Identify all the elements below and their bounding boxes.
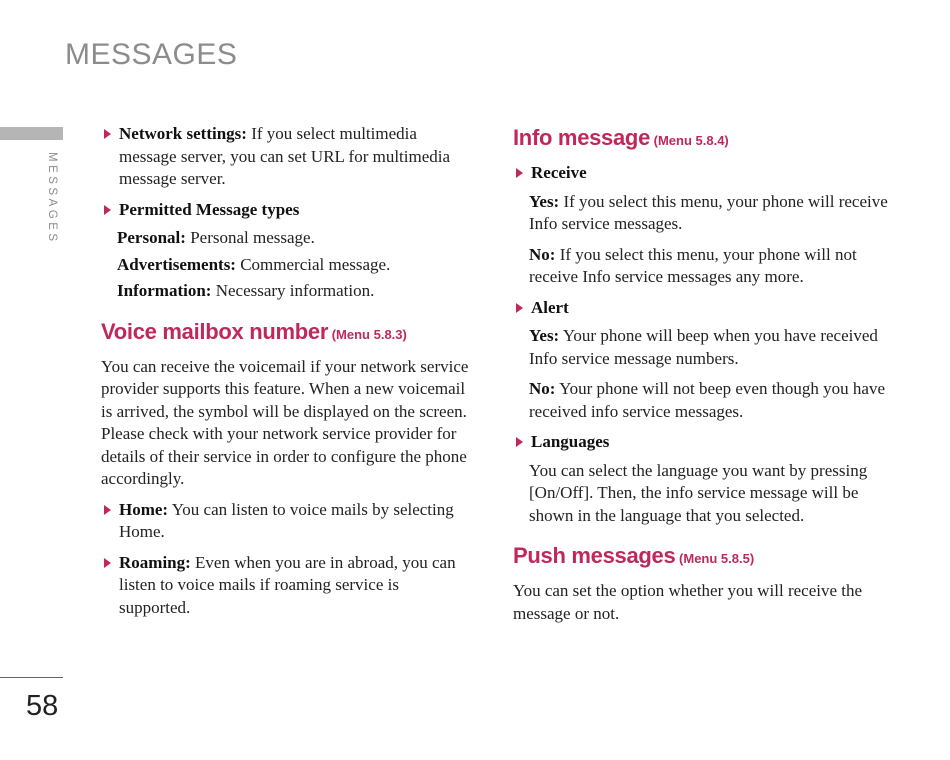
- info-message-heading: [513, 123, 893, 156]
- bullet-triangle-icon: [516, 303, 523, 313]
- option-text: If you select this menu, your phone will not receive Info service messages any more.: [529, 244, 857, 286]
- alert-label: Alert: [531, 297, 569, 317]
- receive-no: [513, 244, 893, 289]
- right-column: [513, 123, 893, 633]
- network-settings-item: [101, 123, 473, 191]
- bullet-triangle-icon: [104, 558, 111, 568]
- permitted-type-personal: [101, 227, 473, 250]
- page-number: 58: [26, 690, 59, 722]
- push-messages-menu-ref: (Menu 5.8.5): [675, 551, 755, 566]
- option-label: Yes:: [529, 191, 560, 211]
- alert-item: [513, 297, 893, 320]
- home-text: You can listen to voice mails by selecting Home.: [119, 499, 454, 541]
- side-section-label: MESSAGES: [46, 152, 58, 245]
- receive-label: Receive: [531, 163, 587, 182]
- type-text: Commercial message.: [235, 254, 391, 274]
- push-messages-title: Push messages: [513, 543, 676, 568]
- network-settings-label: Network settings:: [119, 124, 247, 143]
- type-text: Personal message.: [185, 228, 315, 247]
- page-header-title: MESSAGES: [65, 38, 238, 71]
- option-text: Your phone will not beep even though you have received info service messages.: [529, 379, 886, 421]
- bullet-triangle-icon: [516, 437, 523, 447]
- type-label: Personal:: [117, 228, 186, 247]
- info-message-title: Info message: [513, 125, 651, 150]
- option-label: No:: [529, 244, 556, 264]
- push-messages-heading: [513, 541, 893, 574]
- permitted-types-label: Permitted Message types: [119, 199, 300, 219]
- languages-text: You can select the language you want by pressing [On/Off]. Then, the info service message will be shown in the language that you selected.: [529, 460, 868, 525]
- option-text: If you select this menu, your phone will receive Info service messages.: [529, 191, 888, 233]
- option-label: Yes:: [529, 326, 560, 345]
- permitted-type-information: [101, 280, 473, 303]
- roaming-item: [101, 552, 473, 620]
- alert-yes: [513, 325, 893, 370]
- bullet-triangle-icon: [104, 129, 111, 139]
- voice-mailbox-title: Voice mailbox number: [101, 318, 329, 344]
- side-tab-bar: [0, 127, 63, 140]
- languages-label: Languages: [531, 432, 610, 451]
- network-settings-text: If you select multimedia message server, you can set URL for multimedia message server.: [119, 124, 451, 188]
- footer-divider: [0, 677, 63, 678]
- alert-no: [513, 378, 893, 423]
- permitted-types-item: [101, 199, 473, 222]
- type-text: Necessary information.: [211, 281, 375, 300]
- roaming-text: Even when you are in abroad, you can listen to voice mails if roaming service is supported.: [119, 552, 456, 617]
- home-label: Home:: [119, 499, 169, 519]
- left-column: [101, 123, 473, 627]
- type-label: Information:: [117, 281, 212, 300]
- voice-mailbox-menu-ref: (Menu 5.8.3): [328, 326, 407, 342]
- languages-item: [513, 431, 893, 454]
- bullet-triangle-icon: [104, 205, 111, 215]
- receive-yes: [513, 191, 893, 236]
- info-message-menu-ref: (Menu 5.8.4): [650, 133, 729, 148]
- permitted-type-advertisements: [101, 254, 473, 277]
- receive-item: [513, 162, 893, 185]
- type-label: Advertisements:: [117, 254, 236, 274]
- home-item: [101, 499, 473, 544]
- voice-mailbox-heading: [101, 317, 473, 350]
- bullet-triangle-icon: [104, 505, 111, 515]
- roaming-label: Roaming:: [119, 552, 191, 572]
- option-text: Your phone will beep when you have received Info service message numbers.: [529, 326, 878, 368]
- voice-mailbox-body: You can receive the voicemail if your network service provider supports this feature. When a new voicemail is arrived, the symbol will be displayed on the screen. Please check with your network service provider for details of their service in order to configure the phone accordingly.: [101, 356, 469, 488]
- push-messages-body: You can set the option whether you will receive the message or not.: [513, 581, 863, 623]
- option-label: No:: [529, 379, 556, 398]
- bullet-triangle-icon: [516, 168, 523, 178]
